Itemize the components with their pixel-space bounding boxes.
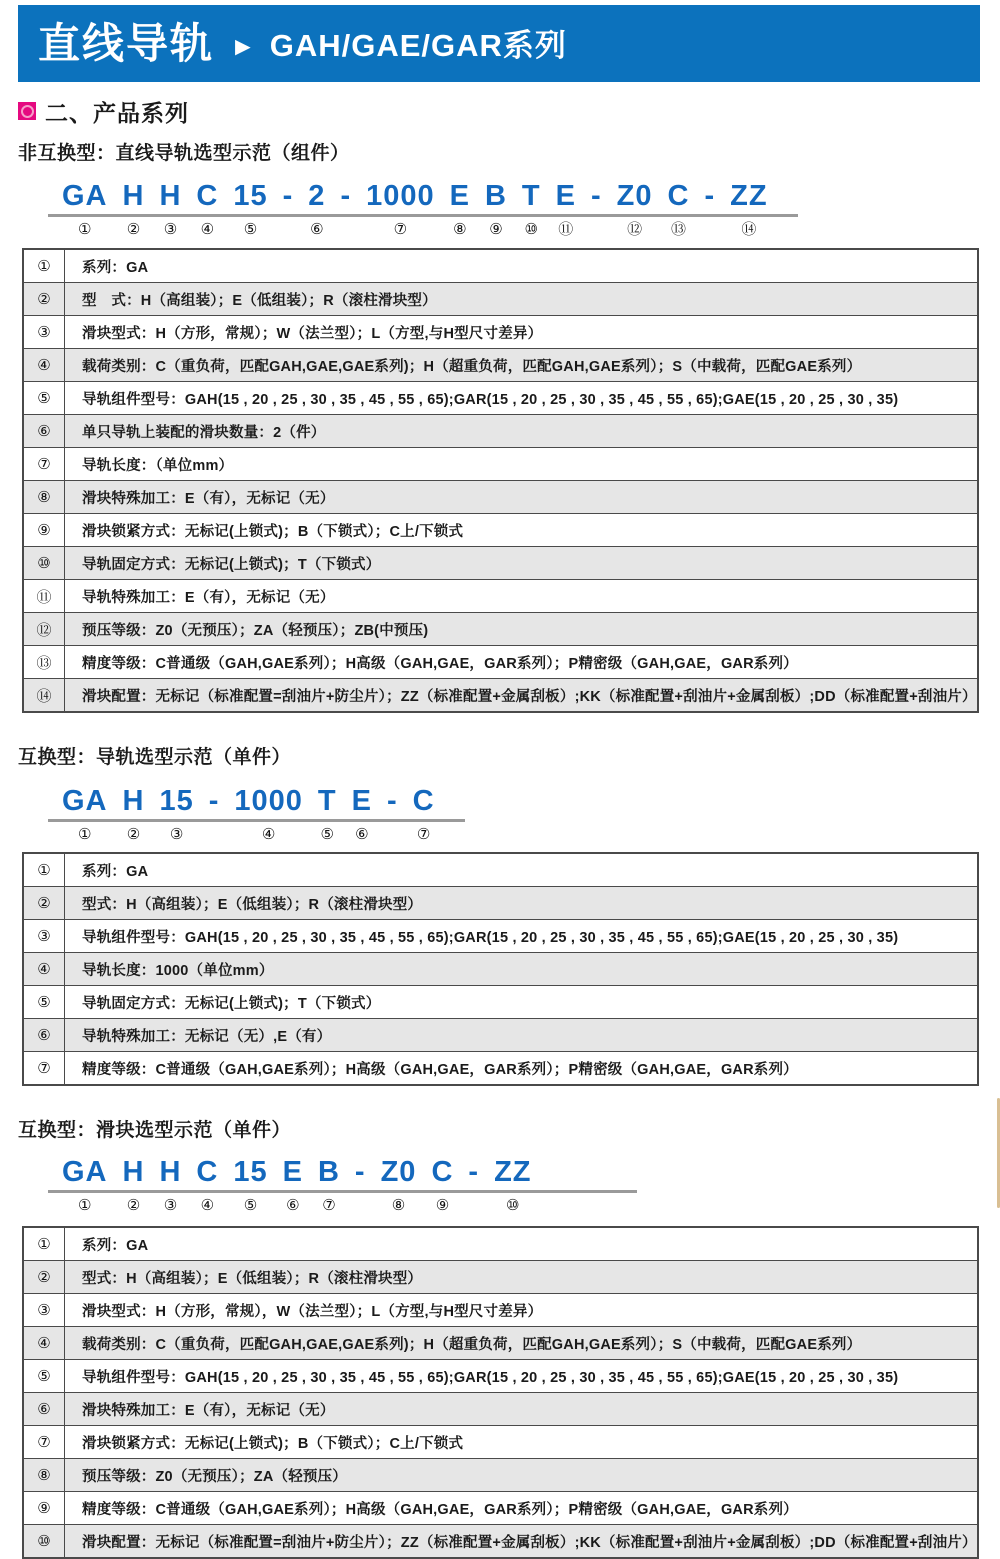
code-segment (233, 180, 267, 238)
code-text: - (590, 180, 602, 212)
code-text: 2 (308, 180, 326, 212)
block-interchangeable-slider (0, 1115, 1000, 1559)
row-index-circle: ⑧ (24, 481, 65, 513)
code-segment (318, 1156, 340, 1214)
row-index-circle: ③ (24, 316, 65, 348)
row-index-circle: ⑤ (24, 986, 65, 1018)
code-index-circle: ⑤ (320, 826, 334, 843)
code-index-circle: ① (78, 826, 92, 843)
code-text: - (282, 180, 294, 212)
row-description: 导轨长度：1000（单位mm） (82, 962, 274, 979)
row-index-circle: ④ (24, 349, 65, 381)
code-segment (485, 180, 507, 238)
code-segment (522, 180, 541, 238)
row-index-circle: ⑩ (24, 547, 65, 579)
row-index-circle: ① (24, 250, 65, 282)
row-description: 滑块配置：无标记（标准配置=刮油片+防尘片）；ZZ（标准配置+金属刮板）;KK（标准配置+刮油片+金属刮板）;DD（标准配置+刮油片） (82, 1534, 977, 1551)
code-segment (468, 1156, 479, 1214)
legend-table (22, 248, 979, 713)
row-description: 系列：GA (82, 863, 149, 880)
table-row (24, 985, 977, 1018)
code-index-circle: ④ (200, 221, 215, 238)
code-segment (617, 180, 653, 238)
row-index-circle: ⑤ (24, 382, 65, 414)
row-index-circle: ⑬ (24, 646, 65, 678)
code-segment (352, 785, 372, 843)
page-banner (18, 5, 980, 82)
row-index-circle: ② (24, 283, 65, 315)
section-heading (18, 98, 1000, 124)
catalog-page (0, 5, 1000, 1551)
code-index-circle: ⑪ (558, 221, 574, 238)
table-row (24, 348, 977, 381)
code-text: H (159, 1156, 182, 1188)
code-text: Z0 (380, 1156, 417, 1188)
code-text: B (484, 180, 507, 212)
row-index-circle: ⑥ (24, 415, 65, 447)
row-description: 载荷类别：C（重负荷，匹配GAH,GAE,GAE系列)；H（超重负荷，匹配GAH,GAE系列）；S（中载荷，匹配GAE系列） (82, 358, 862, 375)
code-text: 15 (233, 180, 268, 212)
code-segment (556, 180, 576, 238)
table-row (24, 1228, 977, 1260)
code-segment (159, 180, 181, 238)
code-text: C (667, 180, 690, 212)
row-description: 型式：H（高组装）；E（低组装）；R（滚柱滑块型） (82, 896, 423, 913)
code-text: ZZ (494, 1156, 532, 1188)
code-index-circle: ⑧ (391, 1197, 406, 1214)
row-description: 导轨特殊加工：无标记（无）,E（有） (82, 1028, 332, 1045)
code-index-circle: ⑧ (453, 221, 467, 238)
row-index-circle: ② (24, 1261, 65, 1293)
table-row (24, 1491, 977, 1524)
table-row (24, 1326, 977, 1359)
row-description: 系列：GA (82, 1237, 149, 1254)
row-index-circle: ⑦ (24, 1426, 65, 1458)
code-index-circle: ⑤ (243, 1197, 258, 1214)
row-index-circle: ⑤ (24, 1360, 65, 1392)
code-index-circle: ⑤ (243, 221, 258, 238)
row-description: 导轨固定方式：无标记(上锁式)；T（下锁式） (82, 556, 381, 573)
code-index-circle: ② (126, 826, 141, 843)
code-index-circle: ② (126, 221, 141, 238)
row-index-circle: ⑪ (24, 580, 65, 612)
code-text: GA (62, 1156, 108, 1188)
table-row (24, 1524, 977, 1557)
code-index-circle: ④ (261, 826, 276, 843)
row-description: 滑块特殊加工：E（有），无标记（无） (82, 1402, 335, 1419)
row-index-circle: ⑦ (24, 448, 65, 480)
row-description: 预压等级：Z0（无预压）；ZA（轻预压）；ZB(中预压) (82, 622, 429, 639)
block-subtitle: 互换型：导轨选型示范（单件） (18, 747, 292, 768)
code-text: E (555, 180, 576, 212)
code-text: B (317, 1156, 340, 1188)
code-segment (209, 785, 220, 843)
code-segment (234, 785, 303, 843)
row-index-circle: ⑥ (24, 1019, 65, 1051)
row-description: 单只导轨上装配的滑块数量：2（件） (82, 424, 326, 441)
table-row (24, 282, 977, 315)
code-segment (387, 785, 398, 843)
part-number-diagram (48, 785, 465, 843)
code-text: ZZ (730, 180, 768, 212)
row-index-circle: ⑧ (24, 1459, 65, 1491)
code-index-circle: ③ (163, 1197, 178, 1214)
code-index-circle: ⑭ (741, 221, 757, 238)
code-text: E (351, 785, 372, 817)
row-index-circle: ① (24, 854, 65, 886)
table-row (24, 1260, 977, 1293)
code-segment (308, 180, 325, 238)
row-description: 型式：H（高组装）；E（低组装）；R（滚柱滑块型） (82, 1270, 423, 1287)
code-text: GA (62, 785, 108, 817)
section-title: 二、产品系列 (45, 99, 189, 126)
code-text: E (449, 180, 470, 212)
arrow-icon: ► (230, 30, 256, 61)
code-text: 15 (233, 1156, 268, 1188)
code-segment (123, 1156, 145, 1214)
row-description: 导轨固定方式：无标记(上锁式)；T（下锁式） (82, 995, 381, 1012)
code-segment (123, 180, 145, 238)
legend-table (22, 852, 979, 1086)
code-text: GA (62, 180, 108, 212)
table-row (24, 1018, 977, 1051)
part-number-diagram (48, 180, 798, 238)
code-index-circle: ⑦ (322, 1197, 336, 1214)
row-index-circle: ② (24, 887, 65, 919)
legend-table (22, 1226, 979, 1559)
code-text: 15 (159, 785, 194, 817)
code-segment (62, 785, 108, 843)
code-text: H (122, 1156, 145, 1188)
code-index-circle: ⑥ (355, 826, 369, 843)
row-index-circle: ⑨ (24, 1492, 65, 1524)
row-index-circle: ⑭ (24, 679, 65, 711)
code-segment (123, 785, 145, 843)
table-row (24, 952, 977, 985)
row-description: 精度等级：C普通级（GAH,GAE系列）；H高级（GAH,GAE，GAR系列）；P精密级（GAH,GAE，GAR系列） (82, 1061, 798, 1078)
code-segment (668, 180, 690, 238)
row-description: 型 式：H（高组装）；E（低组装）；R（滚柱滑块型） (82, 292, 437, 309)
block-subtitle: 互换型：滑块选型示范（单件） (18, 1120, 292, 1141)
code-text: 1000 (366, 180, 435, 212)
code-text: C (412, 785, 435, 817)
code-index-circle: ③ (163, 221, 178, 238)
row-index-circle: ③ (24, 1294, 65, 1326)
code-index-circle: ⑨ (489, 221, 503, 238)
code-underline (48, 214, 798, 217)
code-index-circle: ⑦ (393, 221, 408, 238)
row-index-circle: ④ (24, 1327, 65, 1359)
code-index-circle: ⑩ (506, 1197, 520, 1214)
code-segment (591, 180, 602, 238)
code-text: - (208, 785, 220, 817)
row-index-circle: ① (24, 1228, 65, 1260)
code-index-circle: ⑬ (670, 221, 686, 238)
table-row (24, 612, 977, 645)
row-description: 系列：GA (82, 259, 149, 276)
code-segment (413, 785, 435, 843)
code-segment (159, 785, 193, 843)
row-description: 精度等级：C普通级（GAH,GAE系列）；H高级（GAH,GAE，GAR系列）；P精密级（GAH,GAE，GAR系列） (82, 655, 798, 672)
row-description: 滑块型式：H（方形，常规），W（法兰型）；L（方型,与H型尺寸差异） (82, 1303, 543, 1320)
row-index-circle: ④ (24, 953, 65, 985)
bullet-ring-icon (21, 105, 34, 118)
table-row (24, 1392, 977, 1425)
table-row (24, 1293, 977, 1326)
code-segment (62, 1156, 108, 1214)
code-segment (431, 1156, 453, 1214)
part-number-diagram (48, 1156, 637, 1214)
code-index-circle: ⑥ (310, 221, 324, 238)
code-text: T (521, 180, 541, 212)
table-row (24, 381, 977, 414)
code-segment (233, 1156, 267, 1214)
table-row (24, 1458, 977, 1491)
table-row (24, 414, 977, 447)
block-interchangeable-rail (0, 742, 1000, 1086)
table-row (24, 315, 977, 348)
table-row (24, 480, 977, 513)
row-index-circle: ⑥ (24, 1393, 65, 1425)
row-index-circle: ⑩ (24, 1525, 65, 1557)
code-text: T (317, 785, 337, 817)
code-segments (62, 1156, 532, 1214)
table-row (24, 1051, 977, 1084)
page-title: 直线导轨 (38, 19, 215, 67)
code-text: C (431, 1156, 454, 1188)
row-description: 载荷类别：C（重负荷，匹配GAH,GAE,GAE系列)；H（超重负荷，匹配GAH,GAE系列）；S（中载荷，匹配GAE系列） (82, 1336, 862, 1353)
code-underline (48, 1190, 637, 1193)
code-text: - (704, 180, 716, 212)
code-index-circle: ⑦ (416, 826, 431, 843)
row-description: 滑块配置：无标记（标准配置=刮油片+防尘片）；ZZ（标准配置+金属刮板）;KK（标准配置+刮油片+金属刮板）;DD（标准配置+刮油片） (82, 688, 977, 705)
row-index-circle: ③ (24, 920, 65, 952)
code-index-circle: ④ (200, 1197, 215, 1214)
table-row (24, 886, 977, 919)
row-description: 滑块锁紧方式：无标记(上锁式)；B（下锁式）；C上/下锁式 (82, 1435, 464, 1452)
code-index-circle: ⑨ (435, 1197, 450, 1214)
table-row (24, 919, 977, 952)
row-description: 滑块特殊加工：E（有），无标记（无） (82, 490, 335, 507)
row-description: 精度等级：C普通级（GAH,GAE系列）；H高级（GAH,GAE，GAR系列）；P精密级（GAH,GAE，GAR系列） (82, 1501, 798, 1518)
code-segment (704, 180, 715, 238)
row-description: 滑块锁紧方式：无标记(上锁式)；B（下锁式）；C上/下锁式 (82, 523, 464, 540)
row-index-circle: ⑨ (24, 514, 65, 546)
code-segments (62, 180, 768, 238)
table-row (24, 1359, 977, 1392)
table-row (24, 854, 977, 886)
code-segment (283, 1156, 303, 1214)
row-description: 导轨组件型号：GAH(15 , 20 , 25 , 30 , 35 , 45 , 55 , 65);GAR(15 , 20 , 25 , 30 , 35 , 45 , 55 , 65);GAE(15 , 20 , 25 , 30 , 35) (82, 929, 899, 946)
block-non-interchangeable (0, 138, 1000, 713)
code-index-circle: ⑥ (286, 1197, 300, 1214)
code-text: C (196, 1156, 219, 1188)
code-text: - (340, 180, 352, 212)
code-segment (381, 1156, 417, 1214)
row-description: 预压等级：Z0（无预压）；ZA（轻预压） (82, 1468, 347, 1485)
code-segment (494, 1156, 531, 1214)
code-index-circle: ⑫ (627, 221, 643, 238)
code-segment (62, 180, 108, 238)
code-segment (355, 1156, 366, 1214)
code-text: H (122, 785, 145, 817)
code-index-circle: ⑩ (524, 221, 538, 238)
table-row (24, 513, 977, 546)
row-index-circle: ⑫ (24, 613, 65, 645)
code-text: H (159, 180, 182, 212)
table-row (24, 546, 977, 579)
row-description: 导轨组件型号：GAH(15 , 20 , 25 , 30 , 35 , 45 , 55 , 65);GAR(15 , 20 , 25 , 30 , 35 , 45 , 55 , 65);GAE(15 , 20 , 25 , 30 , 35) (82, 1369, 899, 1386)
row-index-circle: ⑦ (24, 1052, 65, 1084)
code-text: 1000 (234, 785, 303, 817)
code-segment (450, 180, 470, 238)
row-description: 导轨特殊加工：E（有），无标记（无） (82, 589, 335, 606)
code-text: Z0 (616, 180, 653, 212)
section-bullet-icon (18, 102, 36, 120)
code-segment (159, 1156, 181, 1214)
table-row (24, 1425, 977, 1458)
code-segment (283, 180, 294, 238)
row-description: 导轨长度：（单位mm） (82, 457, 234, 474)
table-row (24, 645, 977, 678)
table-row (24, 447, 977, 480)
code-index-circle: ① (78, 221, 92, 238)
code-text: - (354, 1156, 366, 1188)
code-text: - (386, 785, 398, 817)
code-index-circle: ① (78, 1197, 92, 1214)
code-segment (196, 1156, 218, 1214)
code-text: - (468, 1156, 480, 1188)
code-segments (62, 785, 435, 843)
code-text: C (196, 180, 219, 212)
series-title: GAH/GAE/GAR系列 (269, 27, 567, 63)
table-row (24, 250, 977, 282)
table-row (24, 678, 977, 711)
code-segment (340, 180, 351, 238)
block-subtitle: 非互换型：直线导轨选型示范（组件） (18, 143, 350, 164)
code-text: E (282, 1156, 303, 1188)
table-row (24, 579, 977, 612)
code-segment (730, 180, 767, 238)
row-description: 导轨组件型号：GAH(15 , 20 , 25 , 30 , 35 , 45 , 55 , 65);GAR(15 , 20 , 25 , 30 , 35 , 45 , 55 , 65);GAE(15 , 20 , 25 , 30 , 35) (82, 391, 899, 408)
code-underline (48, 819, 465, 822)
code-index-circle: ② (126, 1197, 141, 1214)
code-segment (196, 180, 218, 238)
code-segment (366, 180, 435, 238)
code-segment (318, 785, 337, 843)
code-text: H (122, 180, 145, 212)
row-description: 滑块型式：H（方形，常规）；W（法兰型）；L（方型,与H型尺寸差异） (82, 325, 543, 342)
code-index-circle: ③ (169, 826, 184, 843)
